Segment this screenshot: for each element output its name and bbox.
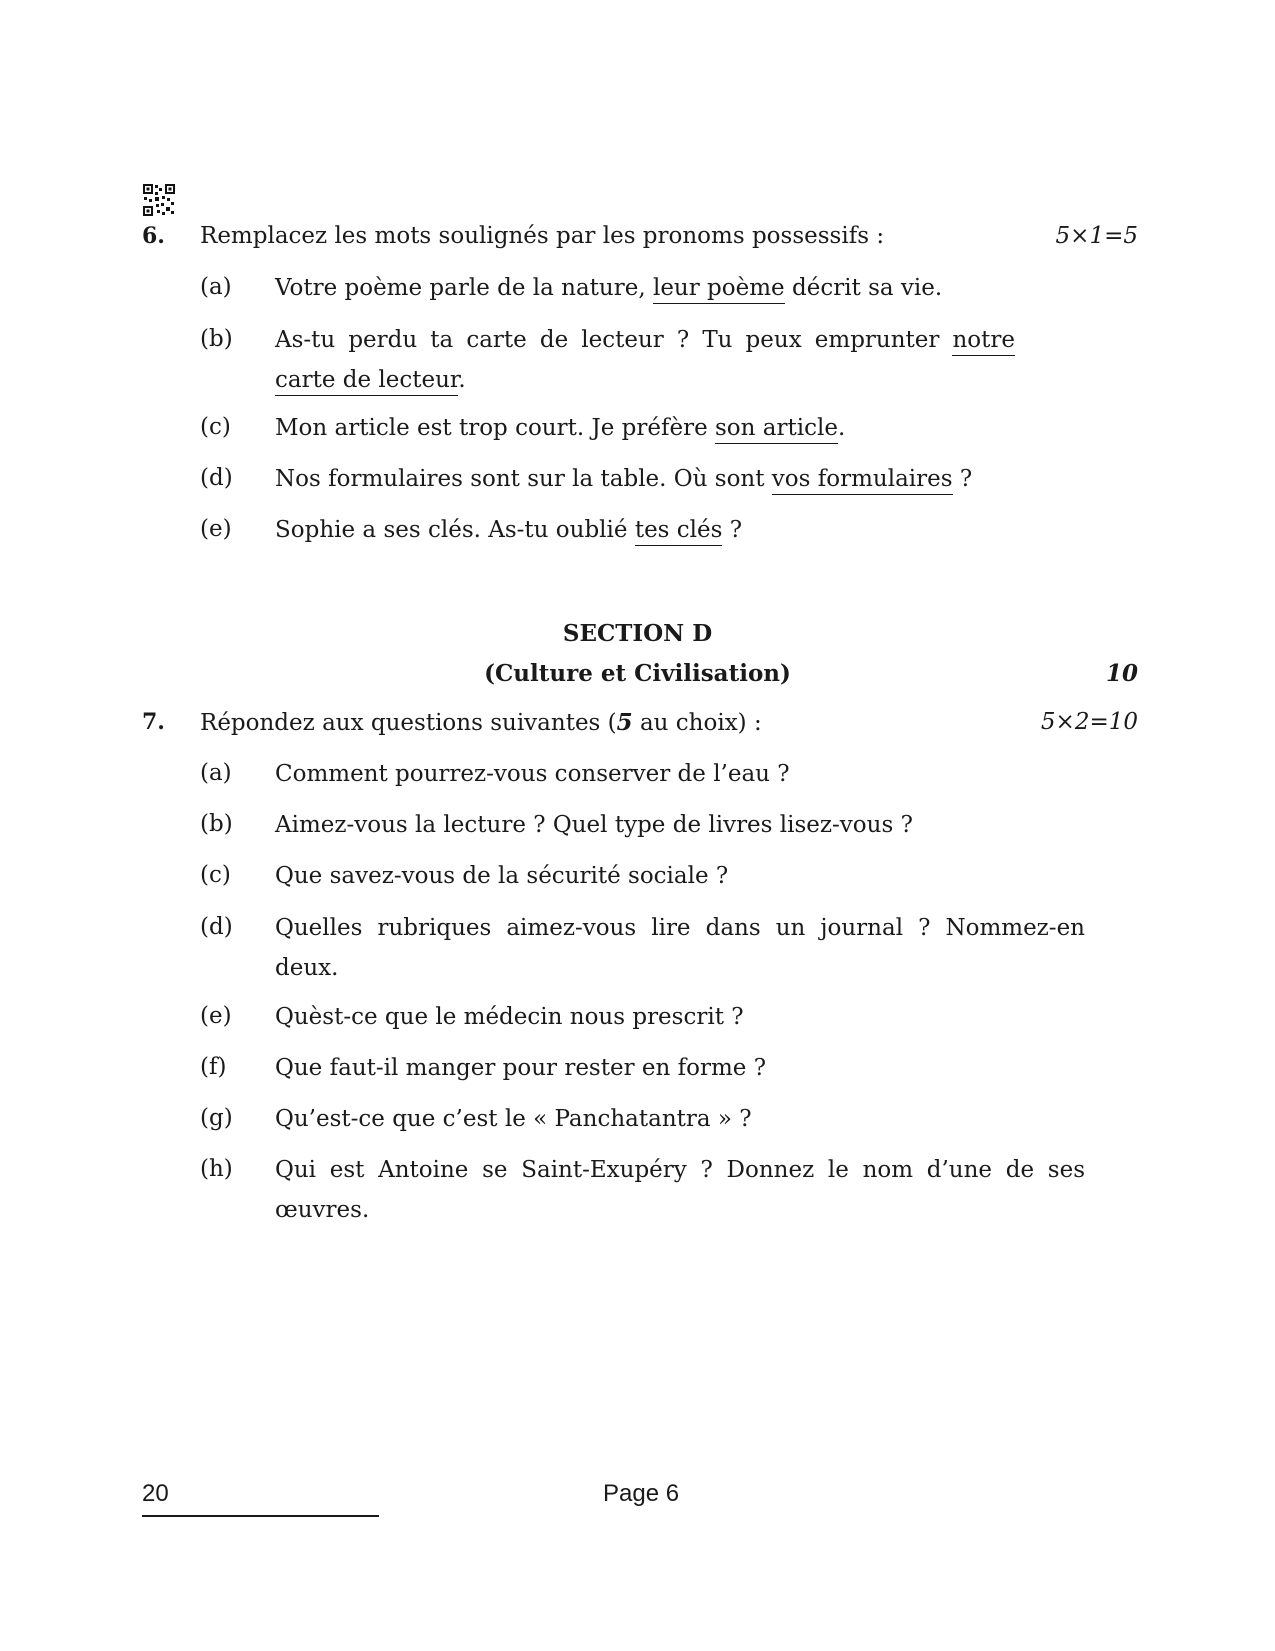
q7-item-b-text: Aimez-vous la lecture ? Quel type de livres lisez-vous ? (275, 812, 913, 838)
qr-code-icon (142, 183, 176, 217)
q6-item-e-text: Sophie a ses clés. As-tu oublié tes clés ? (275, 510, 1085, 550)
q7-item-h-text: Qui est Antoine se Saint-Exupéry ? Donnez le nom d’une de ses œuvres. (275, 1157, 1085, 1223)
section-marks: 10 (1105, 660, 1138, 687)
q7-item-f-text: Que faut-il manger pour rester en forme ? (275, 1055, 767, 1081)
question-7-marks: 5×2=10 (1040, 709, 1138, 735)
question-6-number: 6. (142, 223, 165, 249)
q7-item-g-text: Qu’est-ce que c’est le « Panchatantra » ? (275, 1106, 752, 1132)
q7-item-g-label: (g) (200, 1105, 233, 1131)
q6-item-d-text: Nos formulaires sont sur la table. Où sont vos formulaires ? (275, 459, 1085, 499)
q6-item-b-label: (b) (200, 326, 233, 352)
section-title: SECTION D (562, 620, 713, 647)
q7-item-f-label: (f) (200, 1054, 227, 1080)
underlined-phrase: vos formulaires (772, 466, 953, 495)
q7-item-h-label: (h) (200, 1156, 233, 1182)
q7-item-c-text: Que savez-vous de la sécurité sociale ? (275, 863, 729, 889)
section-subtitle: (Culture et Civilisation) (484, 660, 791, 687)
q7-item-d-text: Quelles rubriques aimez-vous lire dans un journal ? Nommez-en deux. (275, 915, 1085, 981)
page-number: Page 6 (603, 1480, 680, 1507)
question-7-number: 7. (142, 709, 165, 735)
q7-item-d-label: (d) (200, 914, 233, 940)
underlined-phrase: notre carte de lecteur (275, 327, 1015, 396)
q7-item-e-label: (e) (200, 1003, 232, 1029)
underlined-phrase: leur poème (653, 275, 785, 304)
q6-item-a-text: Votre poème parle de la nature, leur poème décrit sa vie. (275, 268, 1085, 308)
q7-item-b-label: (b) (200, 811, 233, 837)
footer-code: 20 (142, 1480, 169, 1507)
q7-item-c-label: (c) (200, 862, 231, 888)
question-6-text: Remplacez les mots soulignés par les pronoms possessifs : (200, 223, 885, 249)
q7-item-a-label: (a) (200, 760, 232, 786)
q7-item-a-text: Comment pourrez-vous conserver de l’eau ? (275, 761, 790, 787)
question-6-marks: 5×1=5 (1055, 223, 1138, 249)
question-7-text: Répondez aux questions suivantes (5 au choix) : (200, 709, 762, 736)
q6-item-c-label: (c) (200, 414, 231, 440)
underlined-phrase: tes clés (635, 517, 723, 546)
q6-item-b-text: As-tu perdu ta carte de lecteur ? Tu peux emprunter notre carte de lecteur. (275, 320, 1015, 400)
q6-item-e-label: (e) (200, 516, 232, 542)
underlined-phrase: son article (715, 415, 838, 444)
q6-item-c-text: Mon article est trop court. Je préfère son article. (275, 408, 1085, 448)
q7-item-e-text: Quèst-ce que le médecin nous prescrit ? (275, 1004, 744, 1030)
footer-divider (142, 1515, 379, 1517)
q6-item-a-label: (a) (200, 274, 232, 300)
q6-item-d-label: (d) (200, 465, 233, 491)
